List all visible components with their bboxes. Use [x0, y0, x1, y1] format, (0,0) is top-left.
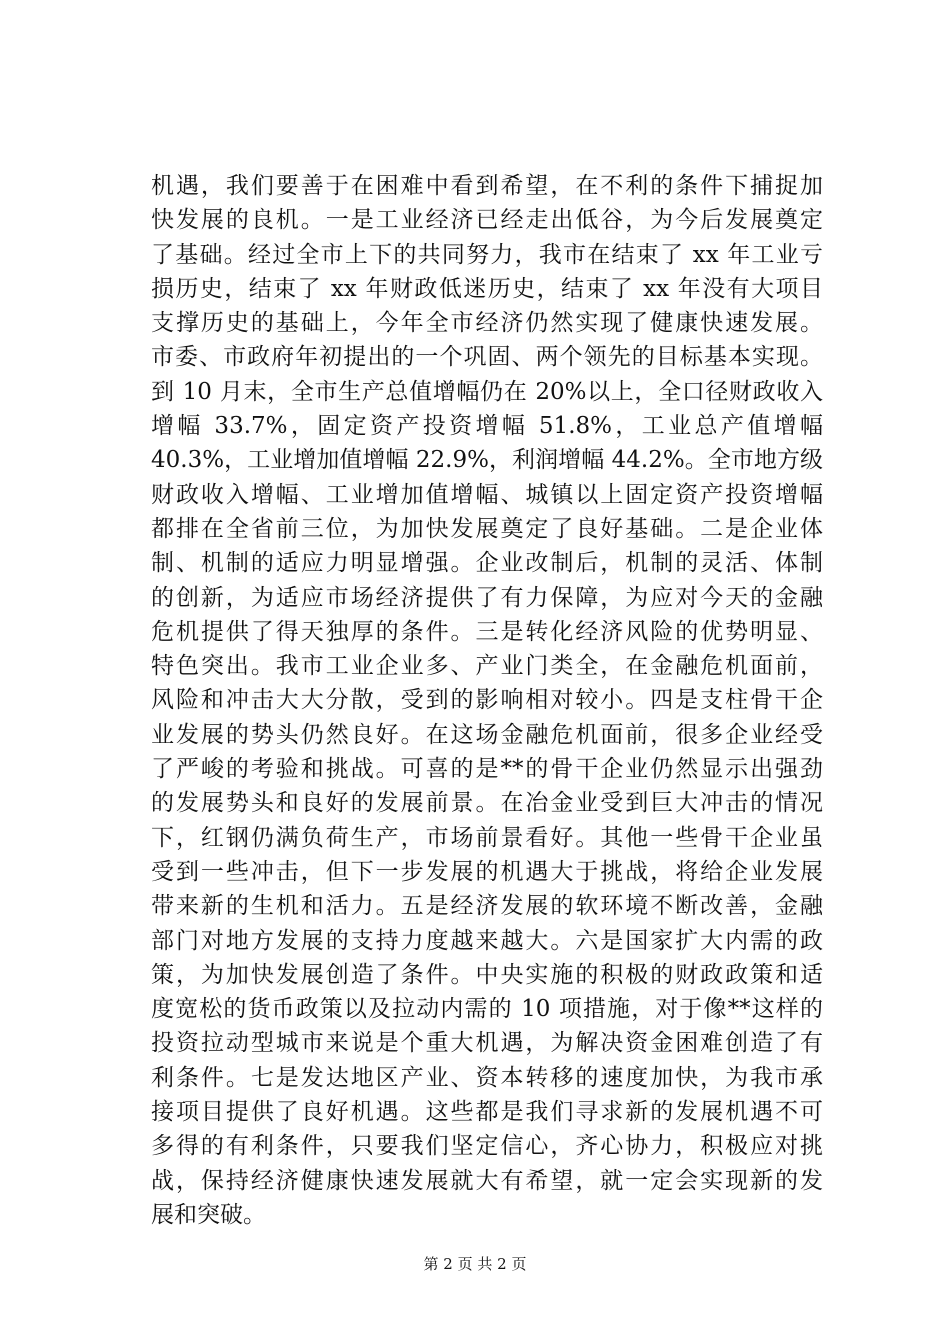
text-line: 损历史，结束了 xx 年财政低迷历史，结束了 xx 年没有大项目	[151, 275, 823, 302]
text-line: 市委、市政府年初提出的一个巩固、两个领先的目标基本实现。	[151, 344, 823, 371]
text-line: 展和突破。	[151, 1201, 266, 1228]
body-paragraph	[151, 169, 823, 1232]
text-line: 带来新的生机和活力。五是经济发展的软环境不断改善，金融	[151, 893, 823, 920]
text-line: 部门对地方发展的支持力度越来越大。六是国家扩大内需的政	[151, 927, 823, 954]
text-line: 的创新，为适应市场经济提供了有力保障，为应对今天的金融	[151, 584, 823, 611]
text-line: 策，为加快发展创造了条件。中央实施的积极的财政政策和适	[151, 961, 823, 988]
text-line: 制、机制的适应力明显增强。企业改制后，机制的灵活、体制	[151, 550, 823, 577]
text-line: 利条件。七是发达地区产业、资本转移的速度加快，为我市承	[151, 1064, 823, 1091]
text-line: 了基础。经过全市上下的共同努力，我市在结束了 xx 年工业亏	[151, 241, 823, 268]
text-line: 快发展的良机。一是工业经济已经走出低谷，为今后发展奠定	[151, 207, 823, 234]
text-line: 了严峻的考验和挑战。可喜的是**的骨干企业仍然显示出强劲	[151, 756, 823, 783]
text-line: 40.3%，工业增加值增幅 22.9%，利润增幅 44.2%。全市地方级	[151, 447, 823, 474]
text-line: 业发展的势头仍然良好。在这场金融危机面前，很多企业经受	[151, 721, 823, 748]
text-line: 受到一些冲击，但下一步发展的机遇大于挑战，将给企业发展	[151, 858, 823, 885]
text-line: 机遇，我们要善于在困难中看到希望，在不利的条件下捕捉加	[151, 173, 823, 199]
text-line: 投资拉动型城市来说是个重大机遇，为解决资金困难创造了有	[151, 1030, 823, 1057]
text-line: 财政收入增幅、工业增加值增幅、城镇以上固定资产投资增幅	[151, 481, 823, 508]
text-line: 都排在全省前三位，为加快发展奠定了良好基础。二是企业体	[151, 515, 823, 542]
text-line: 支撑历史的基础上，今年全市经济仍然实现了健康快速发展。	[151, 310, 823, 337]
text-line: 风险和冲击大大分散，受到的影响相对较小。四是支柱骨干企	[151, 687, 823, 714]
text-line: 下，红钢仍满负荷生产，市场前景看好。其他一些骨干企业虽	[151, 824, 823, 851]
page-footer: 第 2 页 共 2 页	[423, 1255, 527, 1273]
text-line: 危机提供了得天独厚的条件。三是转化经济风险的优势明显、	[151, 618, 823, 645]
text-line: 多得的有利条件，只要我们坚定信心，齐心协力，积极应对挑	[151, 1133, 823, 1160]
text-line: 的发展势头和良好的发展前景。在冶金业受到巨大冲击的情况	[151, 790, 823, 817]
text-line: 接项目提供了良好机遇。这些都是我们寻求新的发展机遇不可	[151, 1099, 823, 1126]
text-line: 到 10 月末，全市生产总值增幅仍在 20%以上，全口径财政收入	[151, 378, 823, 405]
text-line: 增幅 33.7%，固定资产投资增幅 51.8%，工业总产值增幅	[151, 413, 823, 440]
text-line: 战，保持经济健康快速发展就大有希望，就一定会实现新的发	[151, 1167, 823, 1194]
text-line: 度宽松的货币政策以及拉动内需的 10 项措施，对于像**这样的	[151, 996, 823, 1023]
text-line: 特色突出。我市工业企业多、产业门类全，在金融危机面前，	[151, 653, 823, 680]
